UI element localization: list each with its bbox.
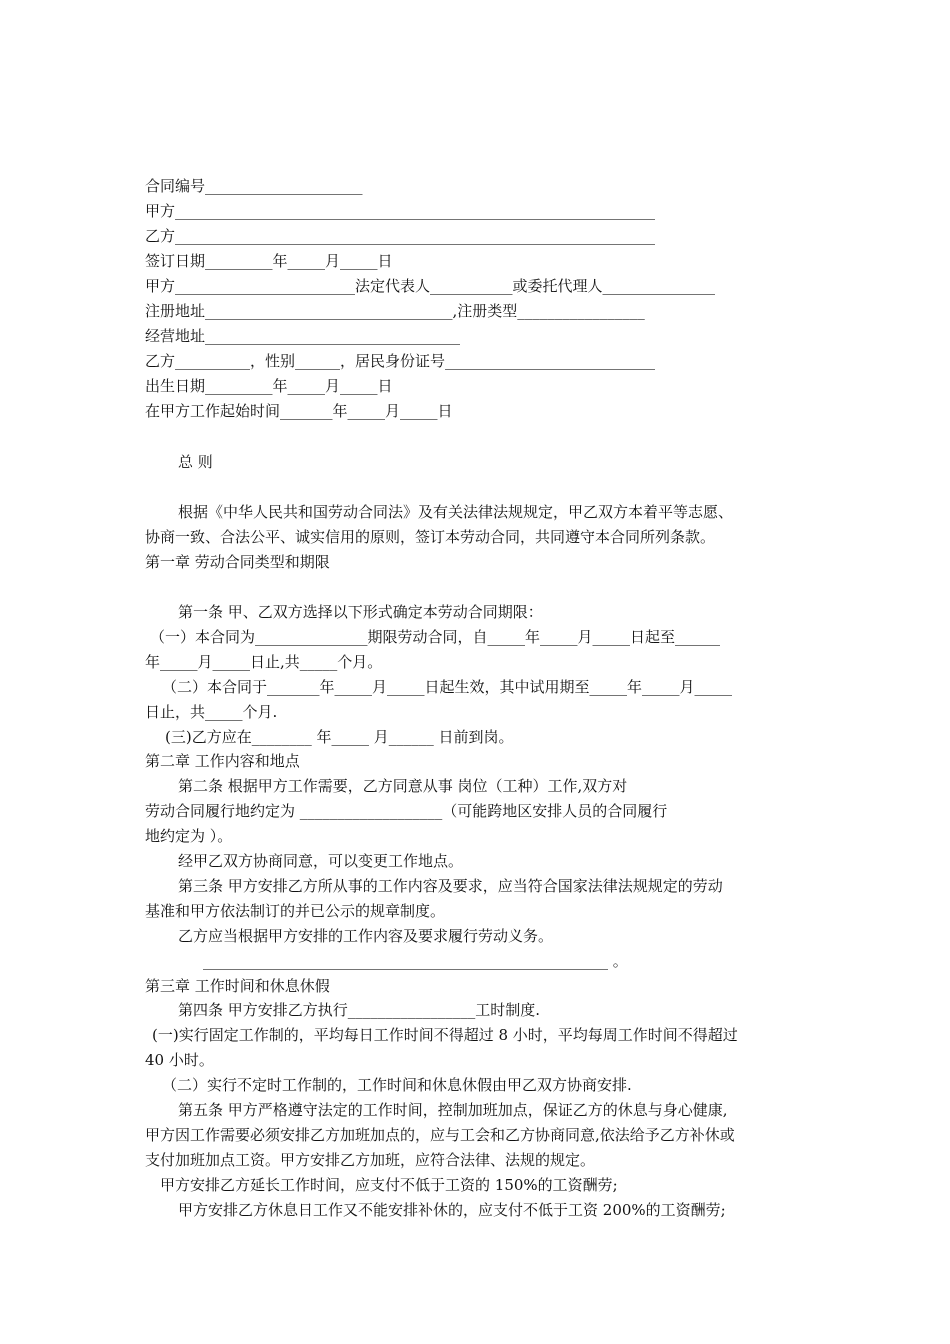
chapter3-item1-line1: (一)实行固定工作制的，平均每日工作时间不得超过 8 小时，平均每周工作时间不得超过 — [152, 1026, 738, 1044]
general-paragraph-line1: 根据《中华人民共和国劳动合同法》及有关法律法规规定，甲乙双方本着平等志愿、 — [178, 503, 734, 521]
chapter1-item2-line2: 日止，共_____个月. — [145, 703, 278, 721]
business-address-field: 经营地址__________________________________ — [145, 327, 461, 345]
chapter1-item1-line1: （一）本合同为_______________期限劳动合同，自_____年_____月_____日起至______ — [150, 628, 721, 646]
article3-note: 乙方应当根据甲方安排的工作内容及要求履行劳动义务。 — [178, 927, 554, 945]
general-heading: 总 则 — [178, 453, 213, 471]
article5-line3: 支付加班加点工资。甲方安排乙方加班，应符合法律、法规的规定。 — [145, 1151, 596, 1169]
start-date-field: 在甲方工作起始时间_______年_____月_____日 — [145, 402, 453, 420]
article5-line2: 甲方因工作需要必须安排乙方加班加点的，应与工会和乙方协商同意,依法给予乙方补休或 — [145, 1126, 735, 1144]
article2-line2: 劳动合同履行地约定为 ___________________（可能跨地区安排人员的合同履行 — [145, 802, 668, 820]
article1-text: 第一条 甲、乙双方选择以下形式确定本劳动合同期限： — [178, 603, 543, 621]
chapter1-item3: (三)乙方应在________ 年_____ 月______ 日前到岗。 — [165, 728, 514, 746]
blank-fill-line: ______________________________________________________ 。 — [203, 952, 628, 970]
chapter2-title: 第二章 工作内容和地点 — [145, 752, 300, 770]
general-paragraph-line2: 协商一致、合法公平、诚实信用的原则，签订本劳动合同，共同遵守本合同所列条款。 — [145, 528, 716, 546]
contract-number-field: 合同编号_____________________ — [145, 177, 363, 195]
overtime-rule-1: 甲方安排乙方延长工作时间，应支付不低于工资的 150%的工资酬劳; — [160, 1176, 618, 1194]
article5-line1: 第五条 甲方严格遵守法定的工作时间，控制加班加点，保证乙方的休息与身心健康, — [178, 1101, 728, 1119]
party-b-field: 乙方________________________________________________________________ — [145, 227, 656, 245]
chapter1-title: 第一章 劳动合同类型和期限 — [145, 553, 330, 571]
overtime-rule-2: 甲方安排乙方休息日工作又不能安排补休的，应支付不低于工资 200%的工资酬劳; — [178, 1201, 726, 1219]
chapter3-item1-line2: 40 小时。 — [145, 1051, 214, 1069]
article2-line3: 地约定为 ）。 — [145, 827, 233, 845]
chapter1-item1-line2: 年_____月_____日止,共_____个月。 — [145, 653, 383, 671]
party-a-field: 甲方________________________________________________________________ — [145, 202, 656, 220]
chapter3-title: 第三章 工作时间和休息休假 — [145, 977, 330, 995]
signing-date-field: 签订日期_________年_____月_____日 — [145, 252, 393, 270]
article3-line2: 基准和甲方依法制订的并已公示的规章制度。 — [145, 902, 446, 920]
chapter3-item2: （二）实行不定时工作制的，工作时间和休息休假由甲乙双方协商安排. — [162, 1076, 632, 1094]
article4-text: 第四条 甲方安排乙方执行_________________工时制度. — [178, 1001, 541, 1019]
birth-date-field: 出生日期_________年_____月_____日 — [145, 377, 393, 395]
article2-line1: 第二条 根据甲方工作需要，乙方同意从事 岗位（工种）工作,双方对 — [178, 777, 628, 795]
registered-address-field: 注册地址_________________________________,注册类型_________________ — [145, 302, 645, 320]
party-b-identity-field: 乙方__________，性别______，居民身份证号____________________________ — [145, 352, 656, 370]
article2-note: 经甲乙双方协商同意，可以变更工作地点。 — [178, 852, 464, 870]
chapter1-item2-line1: （二）本合同于_______年_____月_____日起生效，其中试用期至_____年_____月_____ — [162, 678, 733, 696]
article3-line1: 第三条 甲方安排乙方所从事的工作内容及要求，应当符合国家法律法规规定的劳动 — [178, 877, 723, 895]
party-a-representative-field: 甲方________________________法定代表人___________或委托代理人_______________ — [145, 277, 716, 295]
